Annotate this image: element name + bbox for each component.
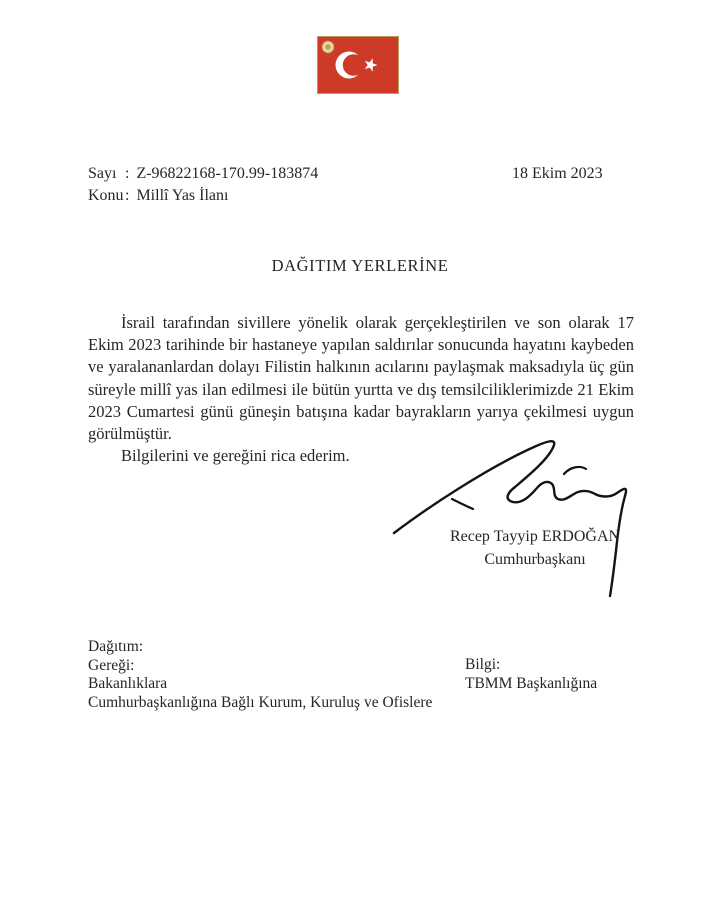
sayi-value: Z-96822168-170.99-183874 bbox=[136, 165, 319, 182]
turkish-flag-graphic bbox=[317, 36, 399, 94]
presidential-seal-icon bbox=[322, 41, 334, 53]
signer-name: Recep Tayyip ERDOĞAN bbox=[449, 528, 621, 545]
body-paragraph: İsrail tarafından sivillere yönelik olarak gerçekleştirilen ve son olarak 17 Ekim 2023 tarihinde bir hastaneye yapılan saldırılar sonucunda hayatını kaybeden ve yaralananlardan dolayı Filistin halkının acılarını paylaşmak maksadıyla üç gün süreyle millî yas ilan edilmesi ile bütün yurtta ve dış temsilciliklerimizde 21 Ekim 2023 Cumartesi günü güneşin batışına kadar bayrakların yarıya çekilmesi uygun görülmüştür. bbox=[88, 313, 634, 444]
konu-row bbox=[88, 185, 318, 207]
signer-title: Cumhurbaşkanı bbox=[484, 551, 586, 568]
letter-date: 18 Ekim 2023 bbox=[512, 165, 603, 182]
reference-block bbox=[88, 163, 318, 207]
letter-heading: DAĞITIM YERLERİNE bbox=[271, 256, 449, 275]
distribution-left bbox=[88, 638, 432, 713]
geregi-item: Cumhurbaşkanlığına Bağlı Kurum, Kuruluş ve Ofislere bbox=[88, 694, 433, 712]
distribution-right bbox=[465, 656, 597, 693]
konu-label: Konu bbox=[88, 187, 124, 204]
geregi-item: Bakanlıklara bbox=[88, 675, 168, 693]
signature-block bbox=[424, 525, 646, 571]
dagitim-label: Dağıtım: bbox=[88, 638, 144, 655]
signature-mark bbox=[382, 436, 642, 604]
konu-separator: : bbox=[125, 187, 130, 204]
bilgi-label: Bilgi: bbox=[465, 656, 501, 673]
sayi-label: Sayı bbox=[88, 165, 117, 182]
bilgi-item: TBMM Başkanlığına bbox=[465, 674, 598, 692]
konu-value: Millî Yas İlanı bbox=[136, 187, 229, 204]
closing-line: Bilgilerini ve gereğini rica ederim. bbox=[121, 446, 350, 466]
sayi-row bbox=[88, 163, 318, 185]
geregi-label: Gereği: bbox=[88, 656, 135, 674]
turkish-flag bbox=[317, 36, 399, 94]
sayi-separator: : bbox=[125, 165, 130, 182]
